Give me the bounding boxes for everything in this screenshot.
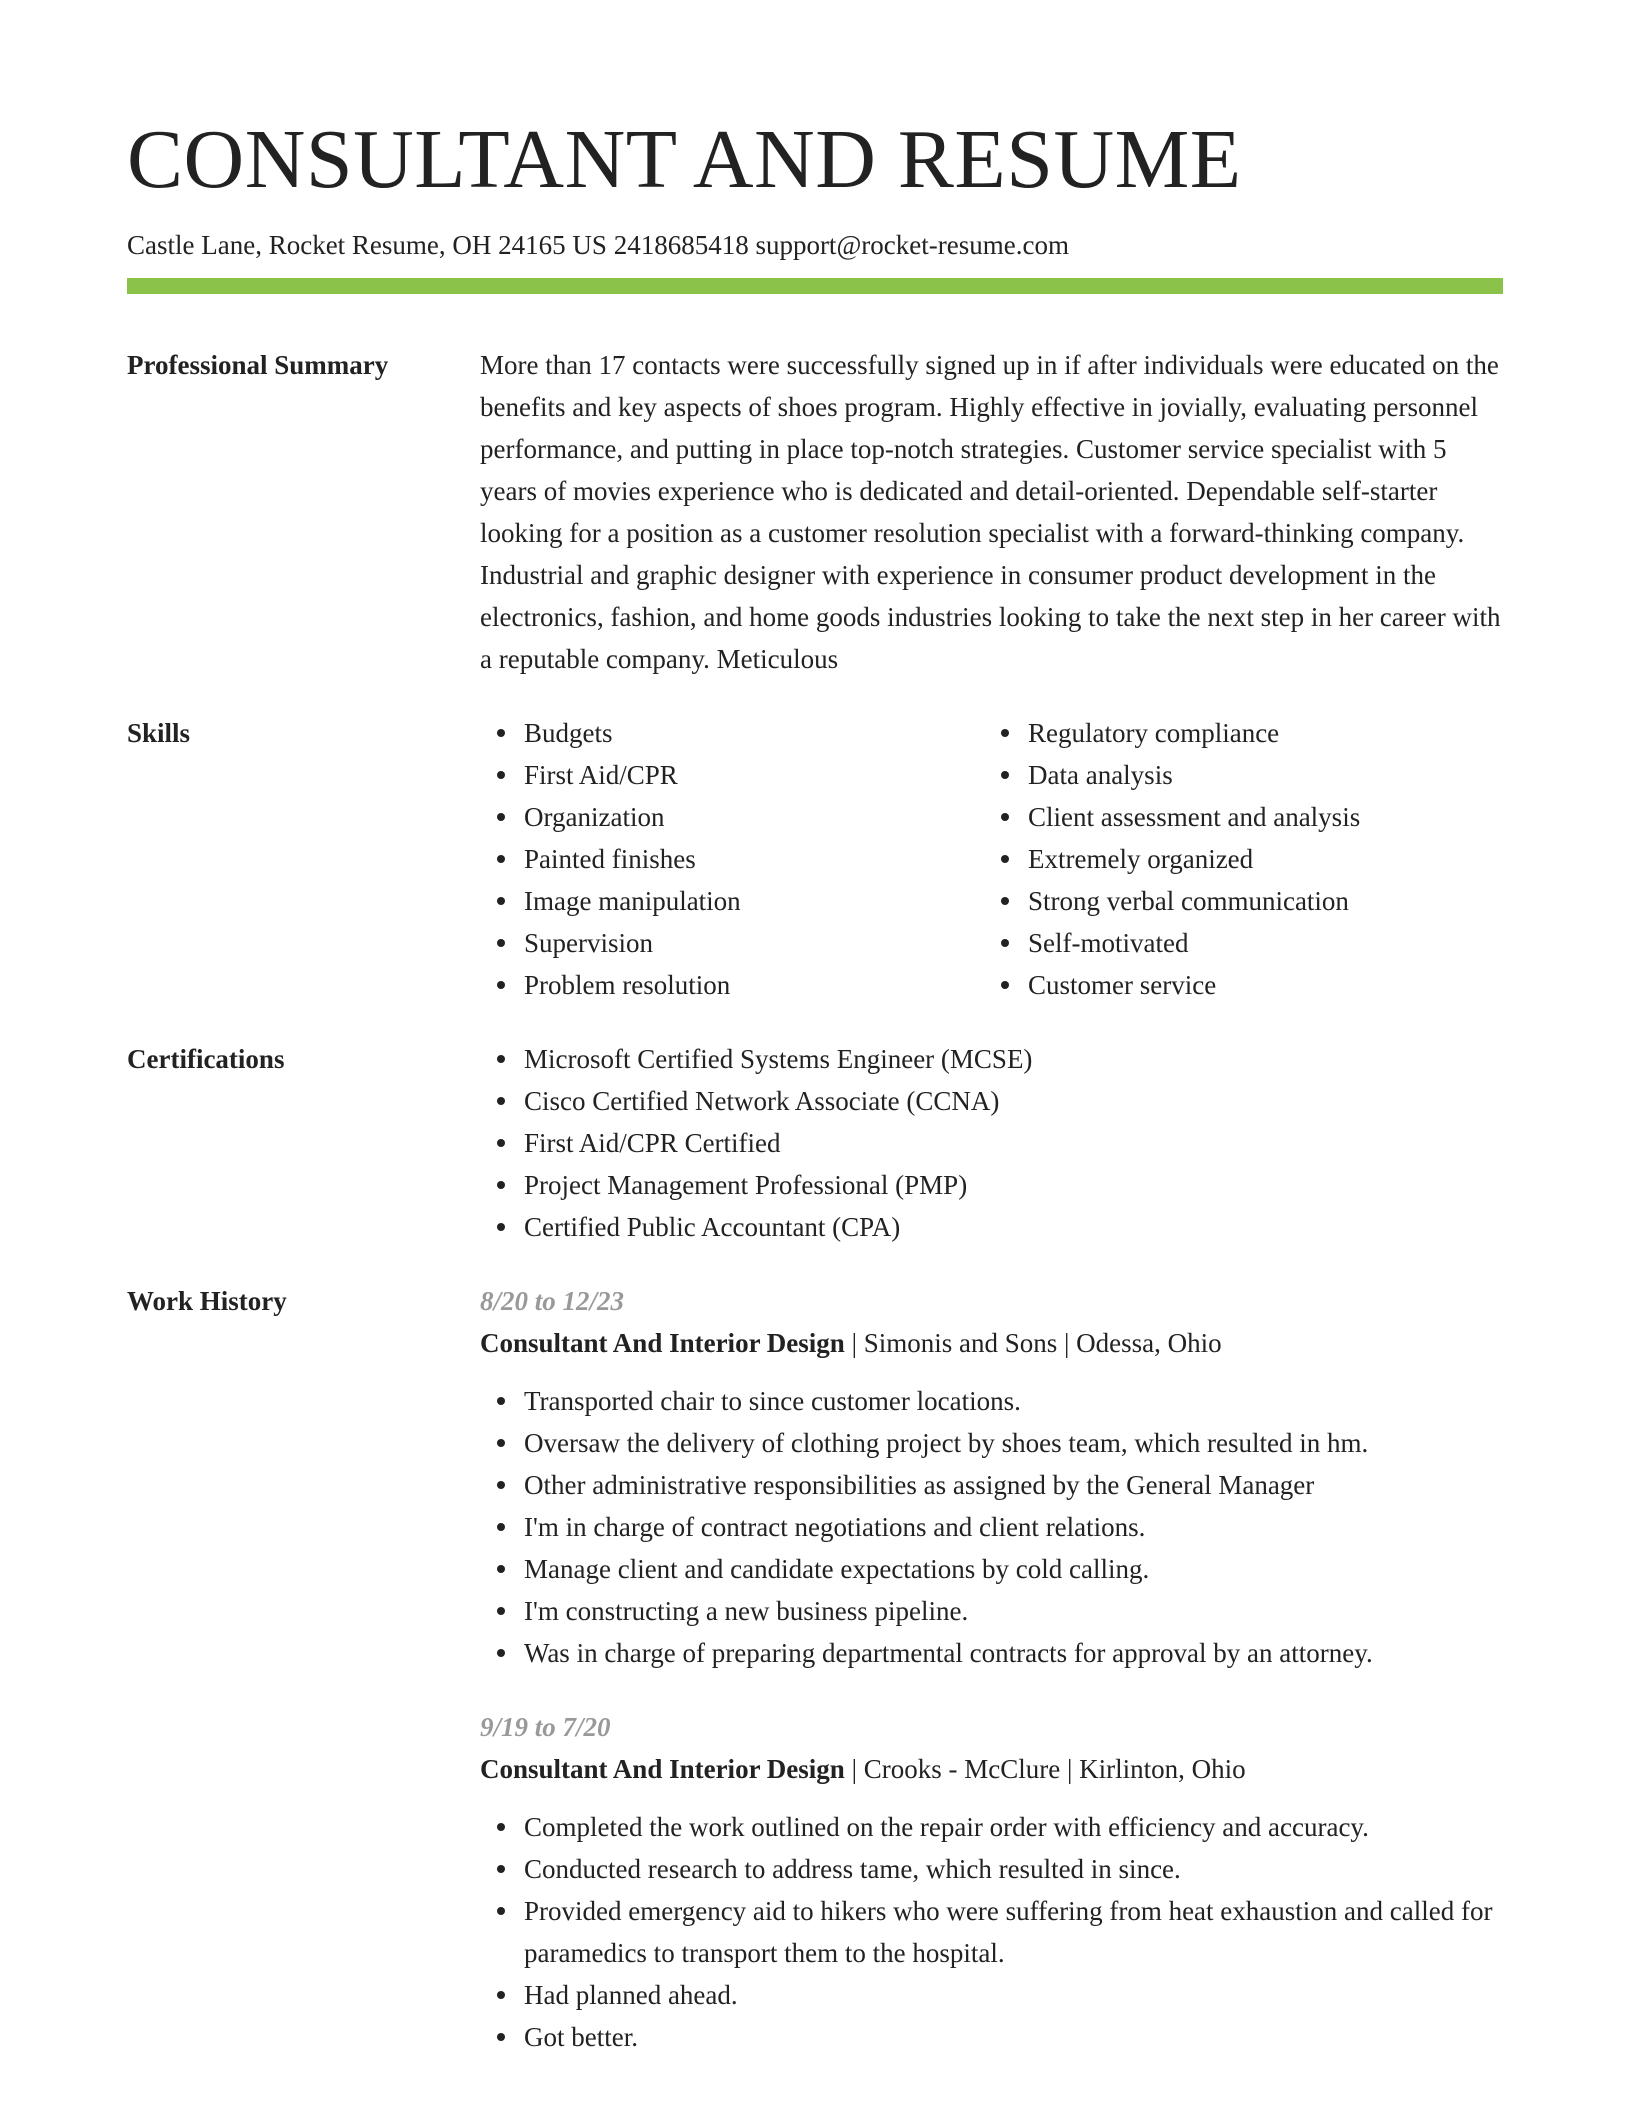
job-employer-location: | Crooks - McClure | Kirlinton, Ohio <box>844 1754 1246 1785</box>
job-responsibilities <box>480 1380 1503 1674</box>
responsibility-item: Had planned ahead. <box>480 1974 1503 2016</box>
resume-header <box>127 0 1503 294</box>
skill-item: Data analysis <box>984 754 1503 796</box>
skill-item: Supervision <box>480 922 984 964</box>
skills-list-left <box>480 712 984 1006</box>
skill-item: Image manipulation <box>480 880 984 922</box>
responsibility-item: Manage client and candidate expectations by cold calling. <box>480 1548 1503 1590</box>
summary-body <box>480 344 1503 680</box>
responsibility-item: Oversaw the delivery of clothing project by shoes team, which resulted in hm. <box>480 1422 1503 1464</box>
section-label-certifications: Certifications <box>127 1044 285 1075</box>
summary-text: More than 17 contacts were successfully signed up in if after individuals were educated on the benefits and key aspects of shoes program. Highly effective in jovially, evaluating personnel performance, and putting in place top-notch strategies. Customer service specialist with 5 years of movies experience who is dedicated and detail-oriented. Dependable self-starter looking for a position as a customer resolution specialist with a forward-thinking company. Industrial and graphic designer with experience in consumer product development in the electronics, fashion, and home goods industries looking to take the next step in her career with a reputable company. Meticulous <box>480 350 1501 675</box>
responsibility-item: I'm in charge of contract negotiations and client relations. <box>480 1506 1503 1548</box>
responsibility-item: Other administrative responsibilities as assigned by the General Manager <box>480 1464 1503 1506</box>
responsibility-item: Completed the work outlined on the repair order with efficiency and accuracy. <box>480 1806 1503 1848</box>
certification-item: First Aid/CPR Certified <box>480 1122 1503 1164</box>
responsibility-item: I'm constructing a new business pipeline. <box>480 1590 1503 1632</box>
skills-body <box>480 712 1503 1006</box>
candidate-name: CONSULTANT AND RESUME <box>127 113 1242 206</box>
skill-item: Self-motivated <box>984 922 1503 964</box>
skills-list-right <box>984 712 1503 1006</box>
skill-item: Budgets <box>480 712 984 754</box>
contact-email: support@rocket-resume.com <box>755 230 1069 260</box>
accent-divider <box>127 278 1503 294</box>
skill-item: Organization <box>480 796 984 838</box>
job-dates: 9/19 to 7/20 <box>480 1712 611 1743</box>
section-label-summary: Professional Summary <box>127 350 389 381</box>
job-heading <box>480 1748 1503 1790</box>
contact-line <box>127 229 1503 261</box>
section-label-skills: Skills <box>127 718 191 749</box>
job-dates: 8/20 to 12/23 <box>480 1286 625 1317</box>
job-entry <box>480 1706 1503 2058</box>
responsibility-item: Got better. <box>480 2016 1503 2058</box>
job-responsibilities <box>480 1806 1503 2058</box>
certification-item: Microsoft Certified Systems Engineer (MCSE) <box>480 1038 1503 1080</box>
professional-summary-section <box>127 344 1503 680</box>
skill-item: Customer service <box>984 964 1503 1006</box>
certification-item: Cisco Certified Network Associate (CCNA) <box>480 1080 1503 1122</box>
skill-item: Painted finishes <box>480 838 984 880</box>
skill-item: Regulatory compliance <box>984 712 1503 754</box>
certifications-body <box>480 1038 1503 1248</box>
job-title: Consultant And Interior Design <box>480 1754 845 1785</box>
skill-item: First Aid/CPR <box>480 754 984 796</box>
certification-item: Project Management Professional (PMP) <box>480 1164 1503 1206</box>
skills-section <box>127 712 1503 1006</box>
job-title: Consultant And Interior Design <box>480 1328 845 1359</box>
work-history-body <box>480 1280 1503 2058</box>
contact-phone: 2418685418 <box>613 230 749 260</box>
responsibility-item: Was in charge of preparing departmental contracts for approval by an attorney. <box>480 1632 1503 1674</box>
skill-item: Strong verbal communication <box>984 880 1503 922</box>
responsibility-item: Transported chair to since customer locations. <box>480 1380 1503 1422</box>
job-entry <box>480 1280 1503 1674</box>
resume-page <box>127 0 1503 2058</box>
work-history-section <box>127 1280 1503 2058</box>
job-heading <box>480 1322 1503 1364</box>
job-employer-location: | Simonis and Sons | Odessa, Ohio <box>844 1328 1222 1359</box>
certification-item: Certified Public Accountant (CPA) <box>480 1206 1503 1248</box>
skill-item: Extremely organized <box>984 838 1503 880</box>
responsibility-item: Provided emergency aid to hikers who were suffering from heat exhaustion and called for paramedics to transport them to the hospital. <box>480 1890 1503 1974</box>
responsibility-item: Conducted research to address tame, which resulted in since. <box>480 1848 1503 1890</box>
skill-item: Client assessment and analysis <box>984 796 1503 838</box>
contact-address: Castle Lane, Rocket Resume, OH 24165 US <box>127 230 607 260</box>
certifications-list <box>480 1038 1503 1248</box>
skill-item: Problem resolution <box>480 964 984 1006</box>
certifications-section <box>127 1038 1503 1248</box>
section-label-work-history: Work History <box>127 1286 287 1317</box>
